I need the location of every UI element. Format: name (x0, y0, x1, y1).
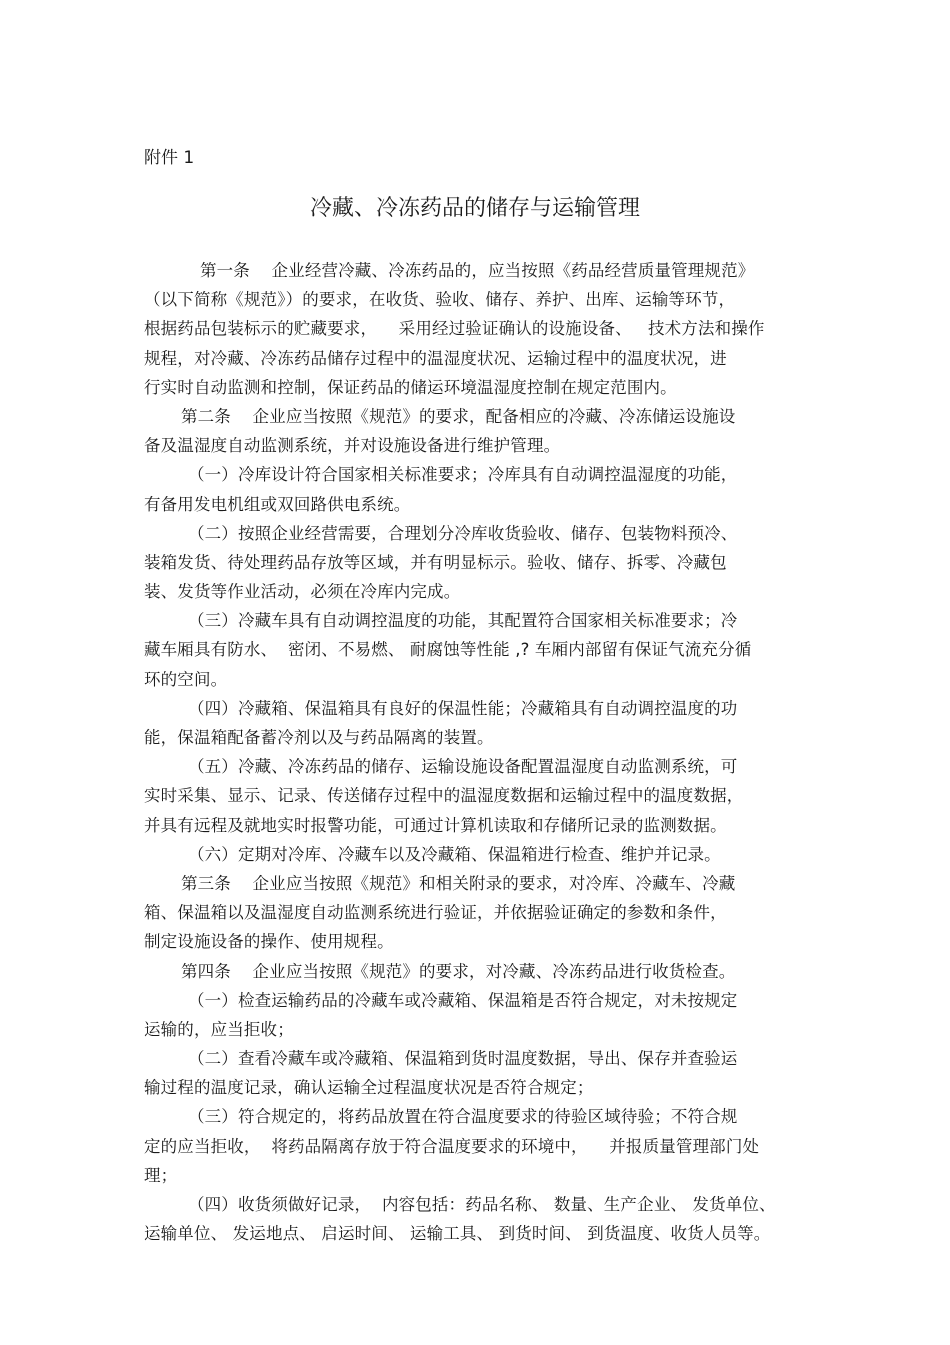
text-line: 箱、保温箱以及温湿度自动监测系统进行验证，并依据验证确定的参数和条件， (144, 903, 727, 923)
text-line: 能，保温箱配备蓄冷剂以及与药品隔离的装置。 (144, 728, 494, 747)
text-line: 第一条 企业经营冷藏、冷冻药品的，应当按照《药品经营质量管理规范》 (200, 261, 755, 280)
text-line: 备及温湿度自动监测系统，并对设施设备进行维护管理。 (144, 436, 561, 456)
document-title: 冷藏、冷冻药品的储存与运输管理 (309, 196, 640, 221)
text-line: 定的应当拒收， 将药品隔离存放于符合温度要求的环境中， 并报质量管理部门处 (144, 1136, 760, 1156)
text-line: （三）冷藏车具有自动调控温度的功能，其配置符合国家相关标准要求；冷 (188, 611, 738, 631)
text-line: 环的空间。 (144, 669, 228, 689)
text-line: （四）收货须做好记录， 内容包括：药品名称、 数量、生产企业、 发货单位、 (188, 1195, 776, 1214)
text-line: （六）定期对冷库、冷藏车以及冷藏箱、保温箱进行检查、维护并记录。 (188, 844, 721, 864)
text-line: 行实时自动监测和控制，保证药品的储运环境温湿度控制在规定范围内。 (144, 377, 677, 397)
text-line: 装、发货等作业活动，必须在冷库内完成。 (144, 582, 461, 602)
text-line: （一）检查运输药品的冷藏车或冷藏箱、保温箱是否符合规定，对未按规定 (188, 990, 738, 1010)
text-line: 有备用发电机组或双回路供电系统。 (144, 494, 411, 514)
document-body (144, 256, 808, 1248)
text-line: （一）冷库设计符合国家相关标准要求；冷库具有自动调控温湿度的功能， (188, 465, 738, 485)
text-line: （四）冷藏箱、保温箱具有良好的保温性能；冷藏箱具有自动调控温度的功 (188, 698, 738, 718)
text-line: （以下简称《规范》）的要求，在收货、验收、储存、养护、出库、运输等环节， (144, 290, 736, 310)
text-line: 实时采集、显示、记录、传送储存过程中的温湿度数据和运输过程中的温度数据， (144, 786, 744, 806)
text-line: 运输单位、 发运地点、 启运时间、 运输工具、 到货时间、 到货温度、收货人员等。 (144, 1224, 771, 1244)
text-line: 输过程的温度记录，确认运输全过程温度状况是否符合规定； (144, 1078, 594, 1098)
text-line: 第四条 企业应当按照《规范》的要求，对冷藏、冷冻药品进行收货检查。 (181, 961, 736, 981)
text-line: 根据药品包装标示的贮藏要求， 采用经过验证确认的设施设备、 技术方法和操作 (144, 319, 765, 339)
text-line: （五）冷藏、冷冻药品的储存、运输设施设备配置温湿度自动监测系统，可 (188, 757, 738, 777)
text-line: 理； (144, 1165, 178, 1185)
text-line: 第二条 企业应当按照《规范》的要求，配备相应的冷藏、冷冻储运设施设 (181, 406, 736, 426)
text-line: 装箱发货、待处理药品存放等区域，并有明显标示。验收、储存、拆零、冷藏包 (144, 552, 727, 572)
text-line: 运输的，应当拒收； (144, 1019, 294, 1039)
text-line: 藏车厢具有防水、 密闭、不易燃、 耐腐蚀等性能 ,? 车厢内部留有保证气流充分循 (144, 640, 752, 660)
attachment-label: 附件 1 (144, 148, 195, 168)
text-line: （三）符合规定的，将药品放置在符合温度要求的待验区域待验；不符合规 (188, 1107, 738, 1127)
text-line: （二）查看冷藏车或冷藏箱、保温箱到货时温度数据，导出、保存并查验运 (188, 1049, 738, 1069)
text-line: （二）按照企业经营需要，合理划分冷库收货验收、储存、包装物料预冷、 (188, 523, 738, 543)
text-line: 制定设施设备的操作、使用规程。 (144, 932, 394, 952)
text-line: 规程，对冷藏、冷冻药品储存过程中的温湿度状况、运输过程中的温度状况，进 (144, 348, 727, 368)
text-line: 第三条 企业应当按照《规范》和相关附录的要求，对冷库、冷藏车、冷藏 (181, 873, 736, 893)
text-line: 并具有远程及就地实时报警功能，可通过计算机读取和存储所记录的监测数据。 (144, 815, 727, 835)
